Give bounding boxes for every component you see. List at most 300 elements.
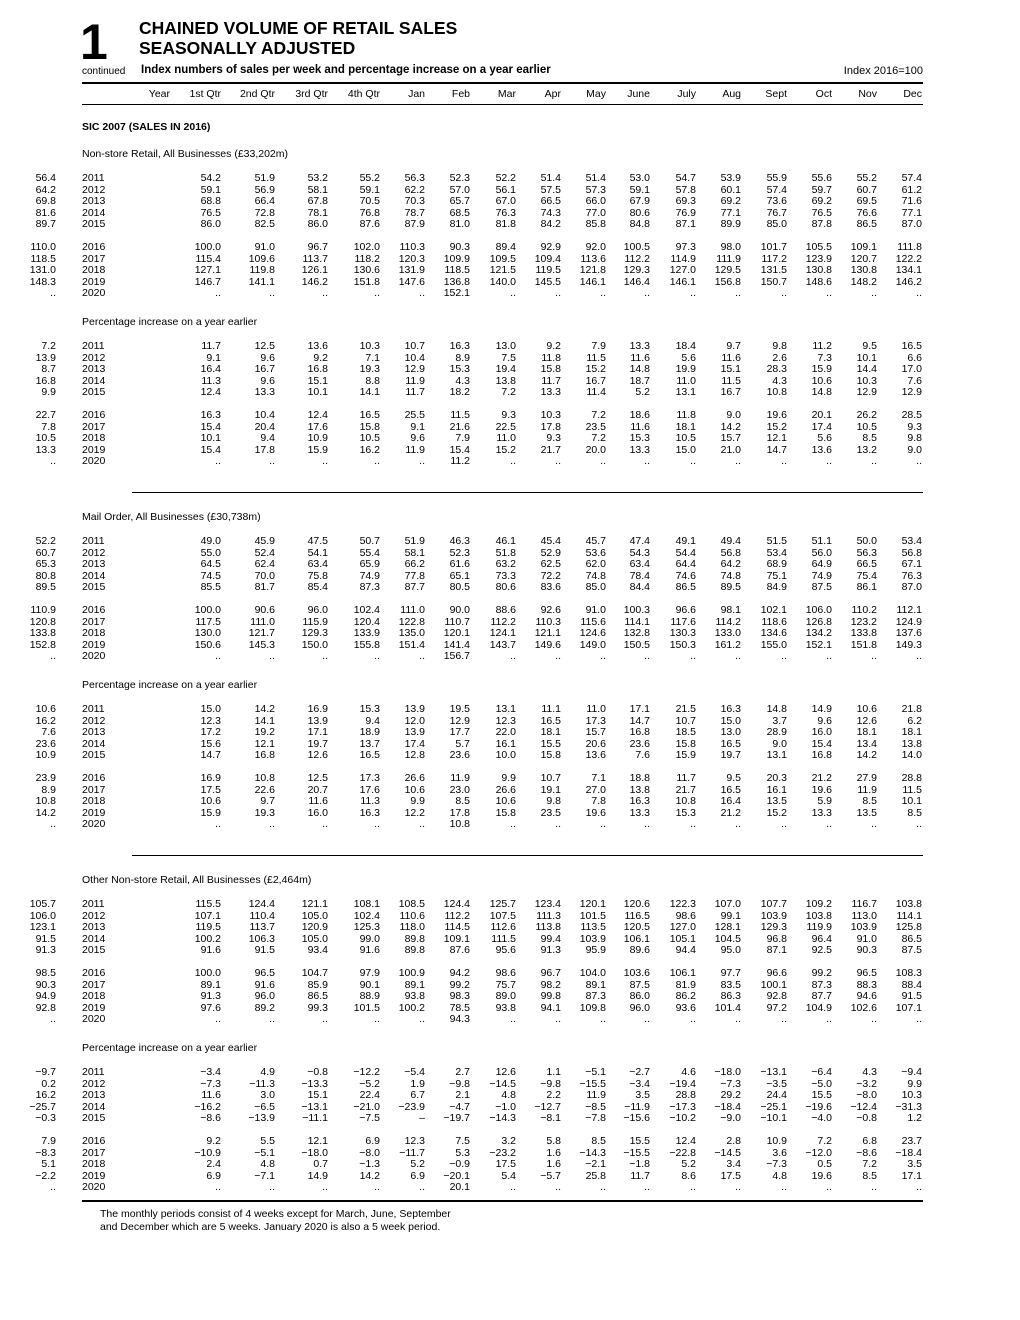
table-cell: 18.1 [540,726,561,739]
row-year: 2015 [82,749,106,762]
table-cell: 66.2 [404,558,425,571]
table-cell: −1.8 [629,1158,650,1171]
table-cell: 88.4 [901,978,922,991]
table-cell: 10.1 [307,386,328,399]
table-cell: 15.0 [720,714,741,727]
table-cell: 148.3 [29,275,56,288]
table-cell: 87.8 [811,218,832,231]
table-cell: 70.5 [359,195,380,208]
table-cell: 5.7 [455,737,470,750]
table-cell: 5.2 [410,1158,425,1171]
table-cell: 15.8 [540,749,561,762]
table-row [0,536,1020,548]
table-cell: 100.0 [194,604,221,616]
table-cell: −12.2 [353,1066,380,1078]
table-cell: 86.3 [720,990,741,1003]
row-year: 2011 [82,898,105,910]
table-cell: −16.2 [194,1100,221,1113]
table-cell: 13.4 [856,737,877,750]
table-cell: 150.6 [194,638,221,651]
table-cell: −3.2 [856,1077,877,1090]
table-cell: 8.8 [365,374,380,387]
row-year: 2012 [82,351,106,364]
table-cell: 102.4 [353,604,380,616]
table-cell: 99.2 [811,967,832,979]
table-cell: 12.4 [675,1135,696,1147]
table-cell: 56.3 [404,172,425,184]
table-cell: 16.5 [720,737,741,750]
table-cell: 16.5 [540,714,561,727]
table-cell: 9.2 [313,351,328,364]
table-cell: −4.0 [811,1112,832,1125]
table-cell: 16.3 [629,795,650,808]
table-cell: 91.3 [35,944,56,957]
table-cell: 56.8 [720,546,741,559]
table-cell: 20.4 [254,420,275,433]
table-cell: 55.9 [766,172,787,184]
table-cell: .. [269,1181,275,1194]
table-cell: 98.3 [449,990,470,1003]
row-year: 2011 [82,172,105,184]
table-cell: 110.3 [535,615,561,628]
table-cell: 134.1 [895,264,922,277]
table-cell: 130.8 [850,264,877,277]
table-cell: 28.8 [901,772,922,784]
table-cell: 104.7 [301,967,328,979]
table-cell: 110.7 [444,615,470,628]
table-cell: 155.8 [353,638,380,651]
table-cell: 10.9 [35,749,56,762]
table-cell: 87.0 [901,581,922,594]
table-cell: 61.6 [449,558,470,571]
table-cell: 45.4 [540,535,561,547]
table-cell: 96.4 [811,932,832,945]
row-year: 2014 [82,737,106,750]
table-cell: −31.3 [895,1100,922,1113]
table-cell: 83.6 [540,581,561,594]
table-cell: 114.1 [624,615,650,628]
table-cell: 131.5 [760,264,787,277]
row-year: 2013 [82,1089,106,1102]
table-cell: 7.9 [455,432,470,445]
table-cell: 11.4 [586,386,606,399]
table-cell: 13.8 [495,374,516,387]
table-cell: .. [510,818,516,831]
table-cell: −6.4 [811,1066,832,1078]
table-cell: 115.4 [195,252,221,265]
table-cell: 9.9 [501,772,516,784]
table-cell: 90.1 [359,978,380,991]
table-cell: 10.7 [540,772,561,784]
table-cell: 81.9 [675,978,696,991]
table-cell: 57.8 [675,183,696,196]
table-cell: 16.4 [720,795,741,808]
table-row [0,605,1020,617]
table-row [0,582,1020,594]
table-cell: 122.3 [669,898,696,910]
table-cell: 122.8 [398,615,425,628]
table-cell: .. [269,455,275,468]
table-cell: −15.5 [623,1146,650,1159]
table-cell: 124.4 [248,898,275,910]
table-cell: 9.3 [501,409,516,421]
table-cell: 17.4 [811,420,832,433]
table-cell: 123.9 [805,252,832,265]
table-cell: 14.1 [359,386,380,399]
table-cell: 103.9 [850,921,877,934]
table-cell: .. [781,287,787,300]
table-cell: 93.8 [495,1001,516,1014]
table-cell: .. [269,818,275,831]
table-cell: 52.4 [254,546,275,559]
table-cell: 150.3 [669,638,696,651]
page-title-line2: SEASONALLY ADJUSTED [139,38,356,58]
table-cell: 114.1 [896,909,922,922]
table-cell: 17.8 [254,443,275,456]
table-cell: 52.2 [35,535,56,547]
table-cell: 108.5 [398,898,425,910]
table-cell: 52.3 [449,546,470,559]
row-year: 2016 [82,967,106,979]
table-cell: 105.1 [669,932,696,945]
table-cell: 11.2 [450,455,470,468]
index-base-label: Index 2016=100 [843,65,923,77]
table-cell: 9.1 [206,351,221,364]
table-cell: 104.9 [805,1001,832,1014]
table-cell: 94.3 [449,1013,470,1026]
table-cell: 15.2 [585,363,606,376]
table-cell: 8.5 [862,795,877,808]
table-cell: 12.1 [766,432,787,445]
table-cell: 133.8 [29,627,56,640]
table-cell: 133.0 [714,627,741,640]
table-cell: .. [374,1013,380,1026]
table-cell: 10.8 [675,795,696,808]
row-group [0,242,1020,300]
table-cell: 121.8 [579,264,606,277]
table-cell: 81.6 [35,206,56,219]
table-cell: 113.6 [580,252,606,265]
table-cell: 7.2 [591,409,606,421]
table-cell: .. [322,650,328,663]
table-cell: 78.1 [307,206,328,219]
table-cell: 17.7 [449,726,470,739]
table-cell: 15.1 [720,363,741,376]
table-cell: .. [644,818,650,831]
table-cell: 4.3 [455,374,470,387]
table-cell: 12.6 [307,749,328,762]
table-cell: −9.8 [540,1077,561,1090]
table-cell: .. [644,287,650,300]
table-cell: 120.3 [398,252,425,265]
table-cell: 12.1 [254,737,275,750]
table-cell: 51.4 [540,172,561,184]
table-cell: 13.0 [720,726,741,739]
table-cell: 92.8 [35,1001,56,1014]
table-cell: 114.9 [670,252,696,265]
table-cell: 7.8 [591,795,606,808]
table-cell: 19.3 [254,806,275,819]
table-cell: 85.9 [307,978,328,991]
row-year: 2018 [82,432,106,445]
table-cell: 118.0 [399,921,425,934]
table-cell: 146.7 [194,275,221,288]
table-cell: 16.2 [35,1089,56,1102]
table-cell: 66.5 [856,558,877,571]
table-cell: 12.2 [404,806,425,819]
table-cell: 16.0 [811,726,832,739]
table-cell: 149.0 [579,638,606,651]
table-cell: 9.8 [907,432,922,445]
table-cell: 74.5 [200,569,221,582]
table-cell: 2.7 [455,1066,470,1078]
table-cell: 4.6 [681,1066,696,1078]
table-cell: 118.5 [444,264,470,277]
table-cell: 110.3 [399,241,425,253]
table-cell: 63.4 [629,558,650,571]
table-cell: −10.1 [760,1112,787,1125]
row-year: 2019 [82,638,106,651]
table-cell: 15.9 [200,806,221,819]
table-cell: 124.4 [443,898,470,910]
table-cell: 89.6 [629,944,650,957]
table-cell: 88.6 [495,604,516,616]
row-group [0,605,1020,663]
table-cell: 126.1 [301,264,328,277]
table-cell: −13.1 [301,1100,328,1113]
table-cell: 4.8 [501,1089,516,1102]
table-cell: 84.9 [766,581,787,594]
table-cell: 18.5 [675,726,696,739]
table-cell: .. [510,650,516,663]
table-cell: 12.6 [495,1066,516,1078]
table-cell: 9.7 [260,795,275,808]
table-cell: 19.4 [495,363,516,376]
table-cell: 8.7 [41,363,56,376]
column-header: Nov [858,88,877,100]
table-cell: 11.3 [360,795,380,808]
table-cell: .. [826,650,832,663]
table-cell: 91.0 [856,932,877,945]
table-cell: 87.0 [901,218,922,231]
table-row [0,899,1020,911]
table-cell: .. [781,455,787,468]
table-cell: −18.0 [714,1066,741,1078]
table-cell: 9.7 [726,340,741,352]
table-cell: .. [419,455,425,468]
table-cell: 15.7 [720,432,741,445]
table-row [0,1182,1020,1194]
table-cell: 9.6 [817,714,832,727]
section-title: Mail Order, All Businesses (£30,738m) [82,511,261,523]
table-cell: 52.3 [449,172,470,184]
table-cell: 111.3 [536,909,561,922]
table-cell: 114.5 [444,921,470,934]
table-cell: 74.8 [720,569,741,582]
table-cell: 119.9 [806,921,832,934]
table-cell: 60.7 [856,183,877,196]
table-cell: .. [600,287,606,300]
table-cell: 113.8 [535,921,561,934]
table-cell: 65.1 [449,569,470,582]
column-header: Jan [408,88,425,100]
table-cell: 10.6 [404,783,425,796]
table-cell: 14.7 [629,714,650,727]
table-cell: 22.0 [495,726,516,739]
table-cell: −0.8 [856,1112,877,1125]
table-cell: 91.5 [254,944,275,957]
table-cell: 77.1 [901,206,922,219]
table-cell: 14.2 [35,806,56,819]
table-cell: 19.1 [540,783,561,796]
table-cell: 63.4 [307,558,328,571]
table-cell: 95.6 [495,944,516,957]
table-cell: 97.3 [675,241,696,253]
table-cell: 15.5 [540,737,561,750]
header-rule [82,104,923,105]
table-cell: 15.0 [200,703,221,715]
table-cell: 15.4 [811,737,832,750]
table-cell: .. [215,1181,221,1194]
column-header: July [677,88,696,100]
table-cell: 12.3 [495,714,516,727]
row-year: 2018 [82,795,106,808]
table-cell: 19.7 [307,737,328,750]
table-cell: 54.1 [307,546,328,559]
table-cell: 152.1 [805,638,832,651]
table-cell: 1.6 [546,1158,561,1171]
table-cell: 11.5 [586,351,606,364]
row-year: 2011 [82,703,105,715]
table-cell: 87.3 [811,978,832,991]
table-cell: 2.8 [726,1135,741,1147]
table-cell: 69.2 [811,195,832,208]
table-cell: 21.2 [811,772,832,784]
table-cell: 150.5 [623,638,650,651]
table-cell: 7.3 [817,351,832,364]
table-cell: 95.0 [720,944,741,957]
table-cell: 102.1 [760,604,787,616]
table-cell: 98.5 [35,967,56,979]
table-cell: 19.6 [811,783,832,796]
table-cell: −0.8 [307,1066,328,1078]
row-year: 2018 [82,627,106,640]
row-year: 2012 [82,909,106,922]
table-cell: 115.5 [195,898,221,910]
section-divider [132,492,923,493]
table-cell: .. [269,650,275,663]
table-cell: −5.1 [585,1066,606,1078]
table-cell: −8.5 [585,1100,606,1113]
table-cell: 96.7 [540,967,561,979]
table-cell: 2.4 [206,1158,221,1171]
table-cell: 21.7 [675,783,696,796]
column-header: Oct [815,88,832,100]
table-cell: 0.7 [313,1158,328,1171]
table-cell: 19.6 [766,409,787,421]
row-year: 2019 [82,806,106,819]
table-cell: 86.0 [307,218,328,231]
table-cell: 81.7 [254,581,275,594]
table-cell: 63.2 [495,558,516,571]
table-cell: 129.3 [623,264,650,277]
table-cell: 120.1 [443,627,470,640]
table-cell: 17.6 [359,783,380,796]
table-cell: 45.9 [254,535,275,547]
table-cell: 23.0 [449,783,470,796]
table-cell: 122.2 [895,252,922,265]
table-cell: 15.4 [200,420,221,433]
table-cell: −13.1 [760,1066,787,1078]
table-cell: .. [510,1181,516,1194]
table-cell: 86.5 [856,218,877,231]
table-cell: 14.2 [359,1169,380,1182]
table-cell: .. [600,1181,606,1194]
table-cell: 131.9 [398,264,425,277]
table-cell: 15.0 [675,443,696,456]
table-cell: 13.9 [404,726,425,739]
column-header: June [627,88,650,100]
table-cell: 55.2 [856,172,877,184]
table-cell: 120.8 [29,615,56,628]
table-cell: 104.5 [714,932,741,945]
table-cell: 13.3 [629,806,650,819]
table-cell: .. [826,287,832,300]
table-cell: 27.0 [585,783,606,796]
table-cell: 129.3 [301,627,328,640]
table-cell: 15.5 [811,1089,832,1102]
table-cell: 14.8 [811,386,832,399]
row-year: 2013 [82,726,106,739]
table-cell: 75.7 [495,978,516,991]
table-cell: −19.6 [805,1100,832,1113]
table-cell: 133.8 [850,627,877,640]
table-cell: −19.4 [669,1077,696,1090]
table-cell: 15.2 [766,420,787,433]
table-cell: 109.8 [579,1001,606,1014]
table-cell: 89.8 [404,944,425,957]
table-cell: 67.9 [629,195,650,208]
row-year: 2011 [82,535,105,547]
table-cell: 10.5 [359,432,380,445]
table-cell: 141.1 [248,275,275,288]
table-cell: 77.0 [585,206,606,219]
table-row [0,410,1020,422]
table-cell: 126.8 [805,615,832,628]
row-year: 2011 [82,340,105,352]
table-cell: 78.7 [404,206,425,219]
table-cell: 14.2 [856,749,877,762]
table-cell: 74.9 [811,569,832,582]
table-cell: 56.8 [901,546,922,559]
table-cell: 13.2 [856,443,877,456]
table-cell: 6.9 [410,1169,425,1182]
row-year: 2014 [82,374,106,387]
table-cell: .. [871,650,877,663]
table-cell: 109.9 [443,252,470,265]
table-cell: 64.4 [675,558,696,571]
table-cell: 2.2 [546,1089,561,1102]
table-cell: 23.6 [35,737,56,750]
table-cell: −5.0 [811,1077,832,1090]
table-cell: 86.0 [629,990,650,1003]
row-year: 2016 [82,604,106,616]
table-cell: 74.9 [359,569,380,582]
table-cell: 10.4 [404,351,425,364]
table-cell: 14.7 [200,749,221,762]
table-cell: 123.1 [29,921,56,934]
row-group [0,1067,1020,1125]
